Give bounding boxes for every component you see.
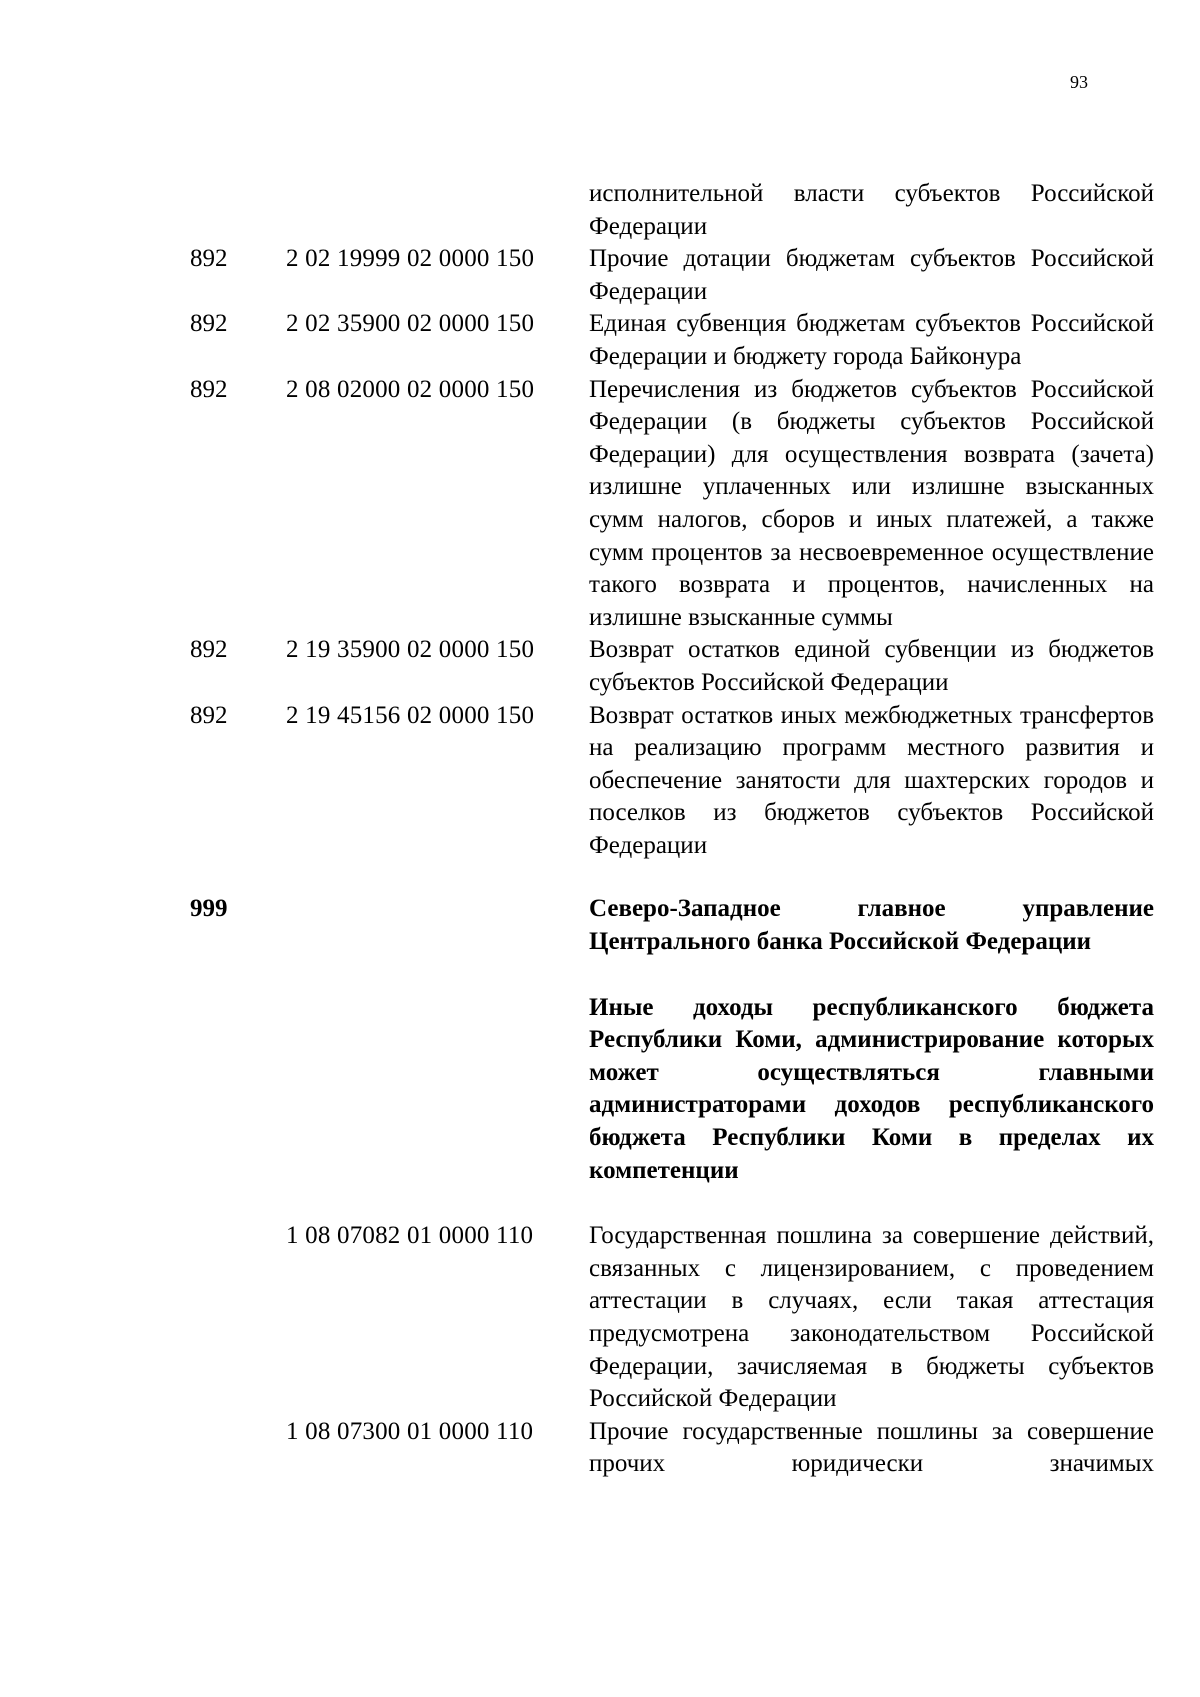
- row-description: Единая субвенция бюджетам субъектов Российской Федерации и бюджету города Байконура: [589, 310, 1154, 370]
- table-row: [0, 374, 1200, 635]
- table-row: [0, 700, 1200, 863]
- row-description: исполнительной власти субъектов Российской Федерации: [589, 180, 1154, 240]
- spacer: [0, 1187, 1200, 1220]
- section-subtitle: Иные доходы республиканского бюджета Республики Коми, администрирование которых может осуществляться главными администраторами доходов республиканского бюджета Республики Коми в пределах их компетенции: [589, 993, 1154, 1184]
- budget-classification-code: 2 08 02000 02 0000 150: [286, 375, 535, 403]
- table-row: [0, 1220, 1200, 1416]
- budget-classification-code: 1 08 07300 01 0000 110: [286, 1417, 534, 1445]
- budget-classification-code: 2 02 19999 02 0000 150: [286, 245, 535, 273]
- admin-code: 892: [190, 310, 228, 338]
- section-admin-code: 999: [190, 895, 228, 923]
- table-row: [0, 308, 1200, 373]
- spacer: [0, 959, 1200, 992]
- admin-code: 892: [190, 245, 228, 273]
- admin-code: 892: [190, 375, 228, 403]
- row-description: Государственная пошлина за совершение действий, связанных с лицензированием, с проведением аттестации в случаях, если такая аттестация предусмотрена законодательством Российской Федерации, зачисляемая в бюджеты субъектов Российской Федерации: [589, 1222, 1154, 1413]
- table-row: [0, 634, 1200, 699]
- page-number: 93: [1070, 72, 1088, 92]
- budget-classification-code: 2 02 35900 02 0000 150: [286, 310, 535, 338]
- table-row: [0, 1416, 1200, 1481]
- budget-classification-code: 2 19 45156 02 0000 150: [286, 701, 535, 729]
- income-table: [0, 178, 1200, 1481]
- budget-classification-code: 1 08 07082 01 0000 110: [286, 1222, 534, 1250]
- table-row-continuation: [0, 178, 1200, 243]
- section-subtitle-row: [0, 992, 1200, 1188]
- spacer: [0, 862, 1200, 893]
- admin-code: 892: [190, 701, 228, 729]
- section-header-row: [0, 893, 1200, 958]
- budget-classification-code: 2 19 35900 02 0000 150: [286, 636, 535, 664]
- row-description: Перечисления из бюджетов субъектов Российской Федерации (в бюджеты субъектов Российской Федерации) для осуществления возврата (зачета) излишне уплаченных или излишне взысканных сумм налогов, сборов и иных платежей, а также сумм процентов за несвоевременное осуществление такого возврата и процентов, начисленных на излишне взысканные суммы: [589, 375, 1154, 631]
- row-description: Возврат остатков иных межбюджетных трансфертов на реализацию программ местного развития и обеспечение занятости для шахтерских городов и поселков из бюджетов субъектов Российской Федерации: [589, 701, 1154, 859]
- admin-code: 892: [190, 636, 228, 664]
- section-title: Северо-Западное главное управление Центрального банка Российской Федерации: [589, 895, 1154, 956]
- row-description: Возврат остатков единой субвенции из бюджетов субъектов Российской Федерации: [589, 636, 1154, 696]
- table-row: [0, 243, 1200, 308]
- row-description: Прочие государственные пошлины за совершение прочих юридически значимых: [589, 1417, 1154, 1478]
- row-description: Прочие дотации бюджетам субъектов Российской Федерации: [589, 245, 1154, 305]
